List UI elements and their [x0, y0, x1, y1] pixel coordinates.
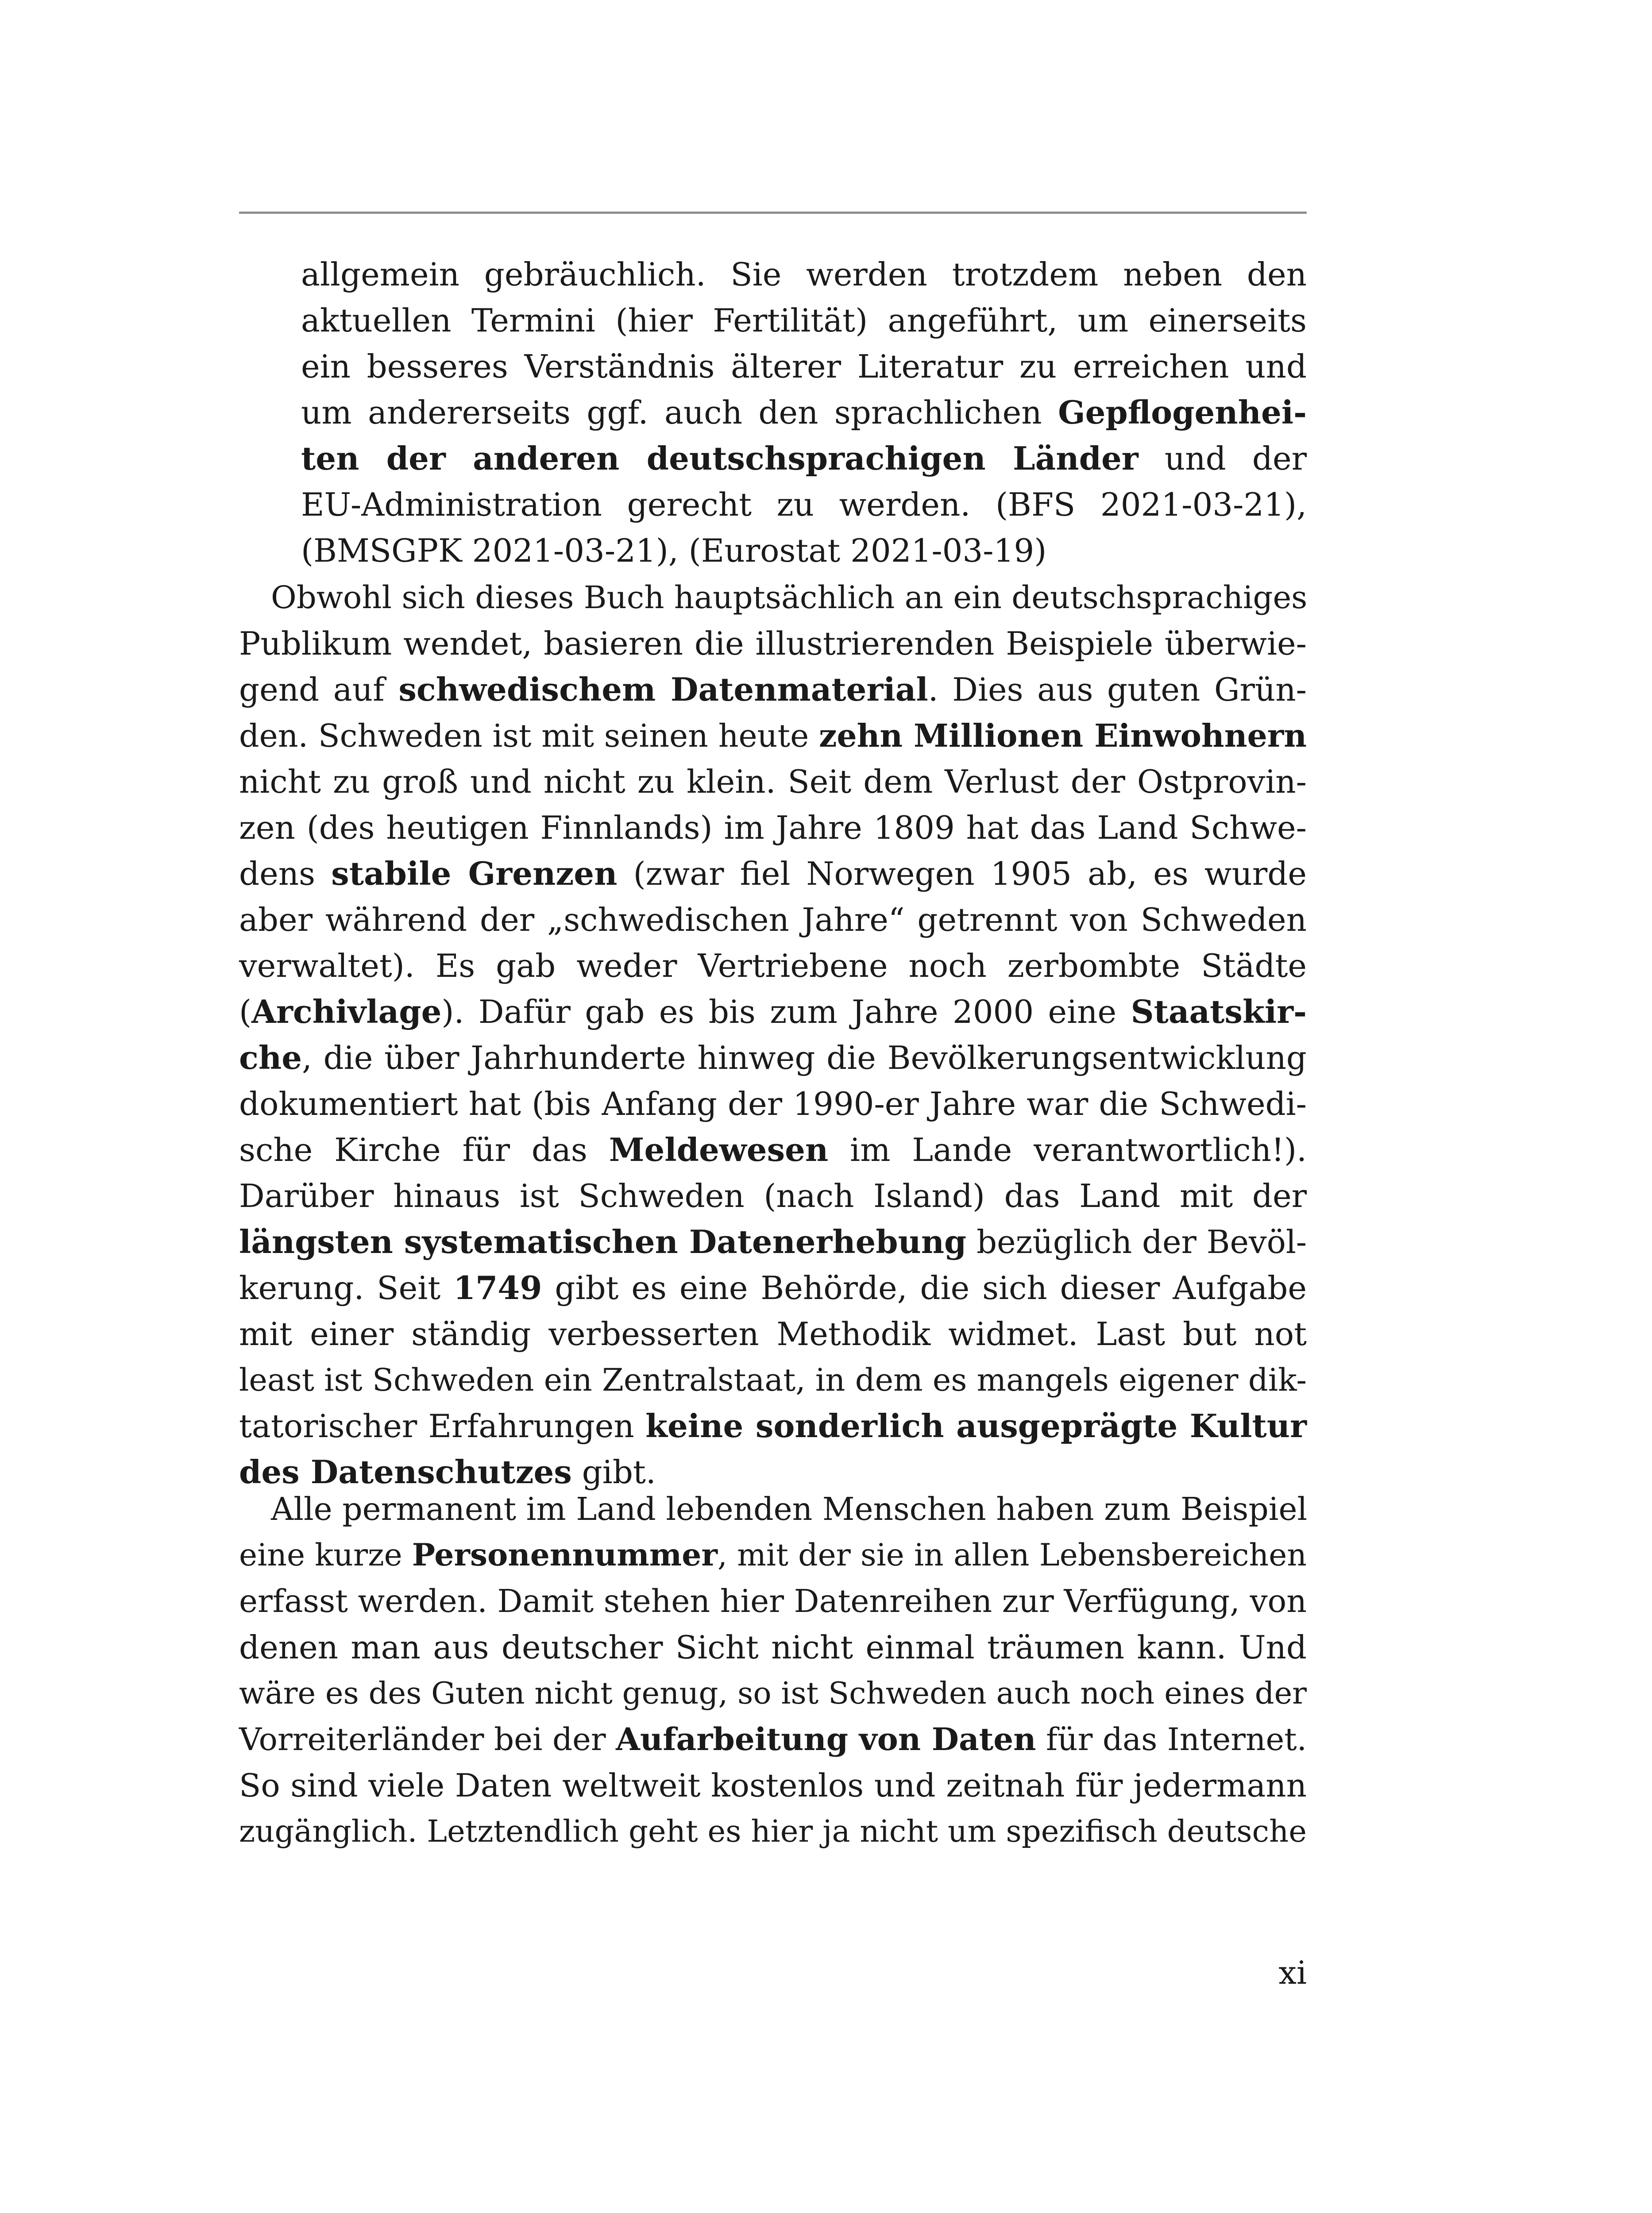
text-run: aktuellen Termini (hier Fertilität) angeführt, um einerseits: [301, 302, 1307, 339]
text-line: [301, 528, 1307, 574]
text-line: [239, 1670, 1307, 1716]
indented-quote-block: [301, 251, 1307, 574]
header-rule: [239, 212, 1307, 214]
text-run: gibt es eine Behörde, die sich dieser Aufgabe: [542, 1269, 1307, 1307]
bold-term: keine sonderlich ausgeprägte Kultur: [645, 1407, 1307, 1445]
text-run: eine kurze: [239, 1538, 412, 1573]
text-run: nicht zu groß und nicht zu klein. Seit dem Verlust der Ostprovin-: [239, 763, 1307, 800]
text-run: wäre es des Guten nicht genug, so ist Schweden auch noch eines der: [239, 1676, 1307, 1711]
text-line: [301, 436, 1307, 482]
paragraph-sweden-data: [239, 574, 1307, 1495]
bold-term: Staatskir-: [1131, 993, 1307, 1030]
text-run: allgemein gebräuchlich. Sie werden trotzdem neben den: [301, 256, 1307, 293]
text-run: Publikum wendet, basieren die illustrierenden Beispiele überwie-: [239, 625, 1307, 662]
text-run: ). Dafür gab es bis zum Jahre 2000 eine: [441, 993, 1131, 1030]
bold-term: Archivlage: [251, 993, 442, 1030]
text-run: dens: [239, 855, 332, 892]
text-run: für das Internet.: [1036, 1721, 1307, 1758]
text-run: dokumentiert hat (bis Anfang der 1990-er Jahre war die Schwedi-: [239, 1085, 1307, 1122]
text-line: [239, 1357, 1307, 1403]
text-run: Obwohl sich dieses Buch hauptsächlich an ein deutschsprachiges: [271, 579, 1308, 616]
page-number: xi: [1278, 1954, 1307, 1991]
text-run: im Lande verantwortlich!).: [828, 1131, 1307, 1168]
text-run: Alle permanent im Land lebenden Menschen haben zum Beispiel: [271, 1491, 1308, 1527]
text-run: tatorischer Erfahrungen: [239, 1407, 646, 1445]
text-line: [239, 1716, 1307, 1762]
text-run: . Dies aus guten Grün-: [928, 671, 1307, 708]
text-line: [239, 1081, 1307, 1127]
text-line: [239, 989, 1307, 1035]
bold-term: zehn Millionen Einwohnern: [818, 717, 1307, 754]
text-line: [239, 1311, 1307, 1357]
bold-term: che: [239, 1039, 302, 1076]
text-line: [239, 1403, 1307, 1449]
text-run: So sind viele Daten weltweit kostenlos und zeitnah für jedermann: [239, 1767, 1307, 1804]
bold-term: 1749: [453, 1269, 542, 1307]
text-line: [239, 1578, 1307, 1624]
text-line: [239, 805, 1307, 851]
text-run: um andererseits ggf. auch den sprachlichen: [301, 394, 1058, 431]
text-line: [239, 1762, 1307, 1808]
text-line: [239, 574, 1307, 621]
text-line: [239, 1219, 1307, 1265]
text-run: aber während der „schwedischen Jahre“ getrennt von Schweden: [239, 901, 1307, 938]
text-line: [239, 851, 1307, 897]
text-line: [301, 297, 1307, 343]
text-run: ein besseres Verständnis älterer Literatur zu erreichen und: [301, 348, 1307, 385]
text-run: sche Kirche für das: [239, 1131, 609, 1168]
text-line: [239, 1624, 1307, 1670]
text-line: [239, 1035, 1307, 1081]
text-run: (BMSGPK 2021-03-21), (Eurostat 2021-03-19): [301, 532, 1047, 569]
bold-term: ten der anderen deutschsprachigen Länder: [301, 440, 1139, 477]
text-run: den. Schweden ist mit seinen heute: [239, 717, 819, 754]
bold-term: schwedischem Datenmaterial: [398, 671, 928, 708]
text-line: [301, 343, 1307, 389]
text-line: [301, 389, 1307, 436]
text-line: [239, 621, 1307, 667]
text-run: EU-Administration gerecht zu werden. (BFS 2021-03-21),: [301, 486, 1307, 523]
text-run: verwaltet). Es gab weder Vertriebene noch zerbombte Städte: [239, 947, 1307, 984]
bold-term: des Datenschutzes: [239, 1453, 572, 1491]
text-line: [239, 1127, 1307, 1173]
text-line: [239, 1265, 1307, 1311]
paragraph-personennummer: [239, 1486, 1307, 1854]
text-run: gibt.: [571, 1453, 656, 1491]
text-run: bezüglich der Bevöl-: [966, 1223, 1307, 1261]
text-run: mit einer ständig verbesserten Methodik widmet. Last but not: [239, 1315, 1307, 1353]
text-line: [301, 251, 1307, 297]
text-run: least ist Schweden ein Zentralstaat, in dem es mangels eigener dik-: [239, 1362, 1307, 1398]
text-line: [239, 1532, 1307, 1578]
text-line: [239, 759, 1307, 805]
text-line: [239, 943, 1307, 989]
text-run: zugänglich. Letztendlich geht es hier ja nicht um spezifisch deutsche: [239, 1814, 1307, 1849]
bold-term: Personennummer: [412, 1537, 718, 1573]
text-line: [239, 897, 1307, 943]
text-run: zen (des heutigen Finnlands) im Jahre 1809 hat das Land Schwe-: [239, 809, 1307, 846]
text-line: [239, 1486, 1307, 1532]
text-run: erfasst werden. Damit stehen hier Datenreihen zur Verfügung, von: [239, 1583, 1307, 1619]
text-line: [301, 482, 1307, 528]
bold-term: stabile Grenzen: [331, 855, 618, 892]
bold-term: längsten systematischen Datenerhebung: [239, 1223, 967, 1261]
text-line: [239, 713, 1307, 759]
text-run: Vorreiterländer bei der: [239, 1721, 616, 1758]
text-run: (: [239, 993, 252, 1030]
text-run: (zwar fiel Norwegen 1905 ab, es wurde: [617, 855, 1307, 892]
bold-term: Gepflogenhei-: [1058, 393, 1307, 431]
bold-term: Meldewesen: [609, 1131, 829, 1168]
text-line: [239, 667, 1307, 713]
bold-term: Aufarbeitung von Daten: [616, 1721, 1036, 1758]
text-line: [239, 1173, 1307, 1219]
text-run: denen man aus deutscher Sicht nicht einmal träumen kann. Und: [239, 1629, 1307, 1666]
text-line: [239, 1808, 1307, 1854]
text-run: , die über Jahrhunderte hinweg die Bevölkerungsentwicklung: [302, 1039, 1307, 1076]
text-run: kerung. Seit: [239, 1269, 454, 1307]
text-run: , mit der sie in allen Lebensbereichen: [717, 1538, 1307, 1573]
text-run: gend auf: [239, 671, 399, 708]
text-run: und der: [1138, 440, 1307, 477]
text-run: Darüber hinaus ist Schweden (nach Island) das Land mit der: [239, 1177, 1307, 1214]
